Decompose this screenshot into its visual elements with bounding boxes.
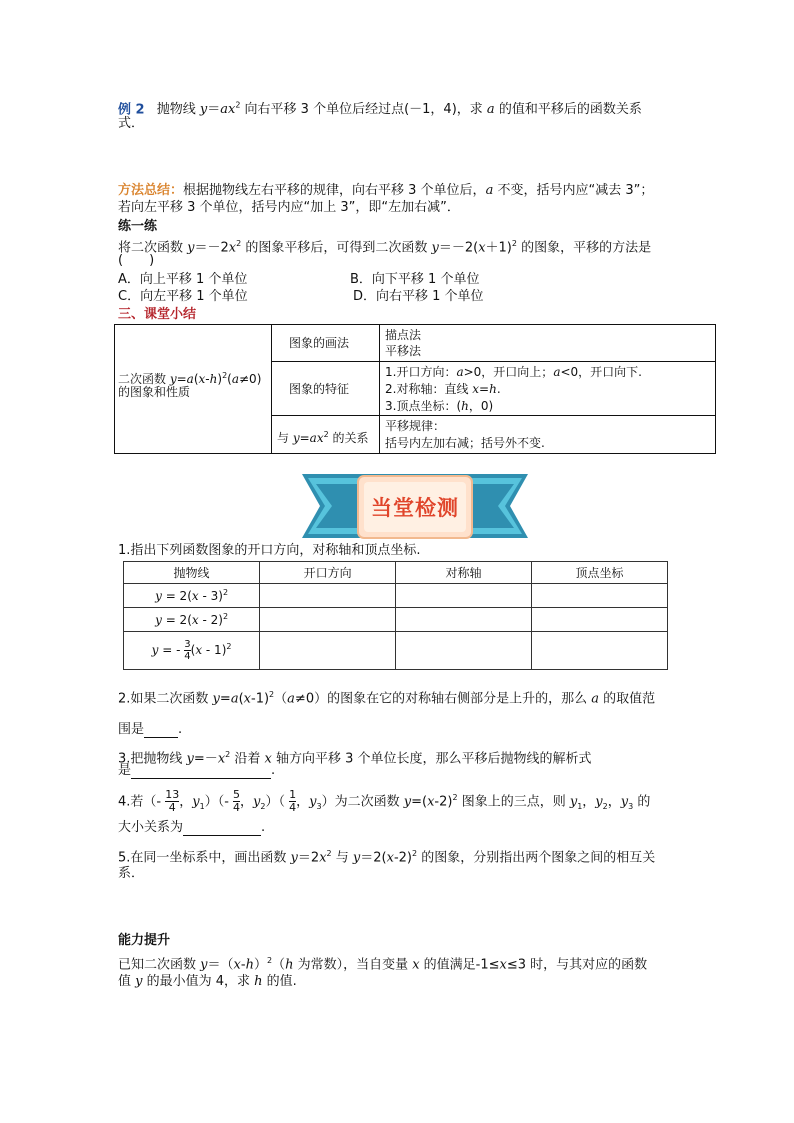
method-label: 方法总结：	[118, 183, 184, 198]
table-row	[124, 608, 668, 632]
q2-text-cont: 围是 .	[118, 722, 183, 737]
practice-heading: 练一练	[118, 219, 158, 234]
row-formula-3: y = - $\frac{3}{4}$ (x - 1)$^2$	[124, 632, 260, 670]
method-summary	[118, 183, 653, 199]
q5-text: 5.在同一坐标系中，画出函数 $y=2x^2$ 与 $y=2(x-2)^2$ 的图象，分别指出两个图象之间的相互关	[118, 849, 656, 866]
example-2	[118, 98, 642, 118]
row1-line2: 平移法	[385, 344, 422, 358]
method-text: 根据抛物线左右平移的规律，向右平移 3 个单位后，a 不变，括号内应“减去 3”；	[183, 183, 654, 198]
row2-line1: 1.开口方向：a>0，开口向上；a<0，开口向下.	[385, 365, 642, 379]
row2-label: 图象的特征	[289, 382, 350, 396]
ability-text-cont: 值 y 的最小值为 4，求 h 的值.	[118, 974, 297, 989]
header-axis: 对称轴	[396, 562, 532, 584]
q3-text: 3.把抛物线 $y=-x^2$ 沿着 x 轴方向平移 3 个单位长度，那么平移后抛物线的解析式	[118, 750, 592, 767]
header-parabola: 抛物线	[124, 562, 260, 584]
row3-label: 与 $y=ax^2$ 的关系	[277, 430, 369, 445]
ability-heading: 能力提升	[118, 933, 171, 948]
table-border	[271, 361, 716, 362]
option-c: C．向左平移 1 个单位	[118, 289, 248, 304]
option-b: B．向下平移 1 个单位	[350, 272, 480, 287]
summary-table	[114, 324, 716, 454]
example-2-text: 抛物线 $y=ax^2$ 向右平移 3 个单位后经过点(－1，4)，求 a 的值和平移后的函数关系	[156, 101, 642, 118]
q4-text-cont: 大小关系为 .	[118, 820, 266, 835]
table-border	[271, 324, 272, 454]
row1-label: 图象的画法	[289, 336, 350, 350]
table-row	[124, 632, 668, 670]
banner	[302, 466, 528, 546]
table-border	[114, 324, 716, 325]
example-2-text-cont: 式．	[118, 116, 145, 131]
example-2-label: 例 2	[118, 102, 145, 118]
header-vertex: 顶点坐标	[532, 562, 668, 584]
row3-line2: 括号内左加右减；括号外不变.	[385, 436, 545, 450]
check-table	[123, 561, 668, 670]
row2-line3: 3.顶点坐标：(h，0)	[385, 399, 494, 413]
table-border	[114, 324, 115, 454]
summary-left-line1: 二次函数 $y=a(x-h)^2(a\ne 0)$	[118, 371, 262, 386]
row1-line1: 描点法	[385, 328, 422, 342]
table-border	[114, 453, 716, 454]
practice-blank: ( )	[118, 253, 155, 268]
summary-heading: 三、课堂小结	[118, 307, 197, 322]
table-row	[124, 584, 668, 608]
header-opening: 开口方向	[260, 562, 396, 584]
table-border	[271, 415, 716, 416]
method-text-cont: 若向左平移 3 个单位，括号内应“加上 3”，即“左加右减”．	[118, 200, 460, 215]
q5-text-cont: 系．	[118, 866, 145, 881]
option-d: D．向右平移 1 个单位	[353, 289, 484, 304]
row-formula-1: y = 2(x - 3)$^2$	[124, 584, 260, 608]
row3-line1: 平移规律：	[385, 419, 446, 433]
practice-question: 将二次函数 $y=-2x^2$ 的图象平移后，可得到二次函数 $y=-2(x+1)^2$ 的图象，平移的方法是	[118, 239, 652, 256]
table-border	[715, 324, 716, 454]
q3-text-cont: 是 .	[118, 763, 276, 778]
banner-title: 当堂检测	[371, 496, 459, 520]
ability-text: 已知二次函数 $y=(x-h)^2(h$ 为常数），当自变量 x 的值满足-1≤x≤3 时，与其对应的函数	[118, 956, 648, 973]
row-formula-2: y = 2(x - 2)$^2$	[124, 608, 260, 632]
summary-left-line2: 的图象和性质	[118, 385, 191, 399]
option-a: A．向上平移 1 个单位	[118, 272, 248, 287]
answer-blank[interactable]	[144, 724, 178, 738]
answer-blank[interactable]	[131, 765, 271, 779]
q4-text: 4.若（- $\frac{13}{4}$ ，$y_1)(-$ $\frac{5}{4}$ ，$y_2$）（ $\frac{1}{4}$ ，$y_3$）为二次函数 $y=(x-2)^2$ 图象上的三点，则 $y_1$，$y_2$，$y_3$ 的	[118, 788, 651, 815]
q2-text: 2.如果二次函数 $y=a(x-1)^2(a\ne 0)$的图象在它的对称轴右侧部分是上升的，那么 a 的取值范	[118, 690, 656, 707]
table-border	[379, 324, 380, 454]
answer-blank[interactable]	[183, 822, 261, 836]
row2-line2: 2.对称轴：直线 x=h.	[385, 382, 501, 396]
q1-text: 1.指出下列函数图象的开口方向，对称轴和顶点坐标.	[118, 543, 421, 558]
